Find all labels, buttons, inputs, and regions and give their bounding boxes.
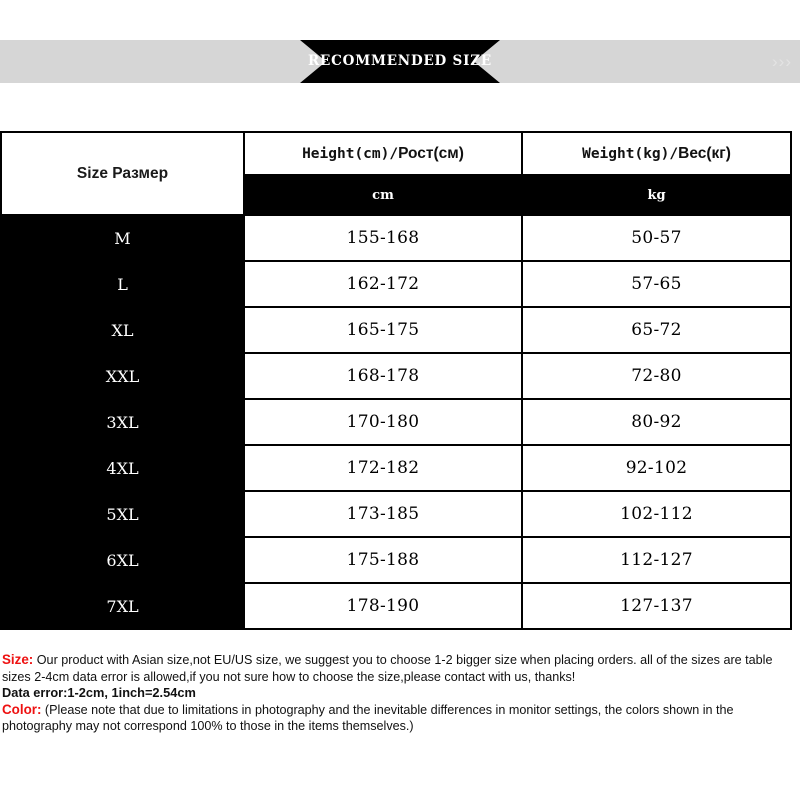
cell-size: L <box>1 261 244 307</box>
cell-size: 4XL <box>1 445 244 491</box>
cell-height: 173-185 <box>244 491 522 537</box>
cell-height: 165-175 <box>244 307 522 353</box>
size-chart-table-container <box>0 131 792 630</box>
cell-size: 3XL <box>1 399 244 445</box>
cell-height: 162-172 <box>244 261 522 307</box>
cell-weight: 92-102 <box>522 445 791 491</box>
cell-weight: 50-57 <box>522 215 791 261</box>
note-size-text: Our product with Asian size,not EU/US size, we suggest you to choose 1-2 bigger size when placing orders. all of the sizes are table sizes 2-4cm data error is allowed,if you not sure how to choose the size,please contact with us, thanks! <box>2 653 773 684</box>
table-row <box>1 307 791 353</box>
table-row <box>1 537 791 583</box>
table-body <box>1 215 791 629</box>
header-row-main <box>1 132 791 175</box>
table-row <box>1 353 791 399</box>
table-header <box>1 132 791 215</box>
table-row <box>1 215 791 261</box>
footer-notes <box>2 652 792 735</box>
note-size <box>2 652 792 685</box>
note-color-text: (Please note that due to limitations in photography and the inevitable differences in monitor settings, the colors shown in the photography may not correspond 100% to those in the items themselves.) <box>2 702 734 733</box>
note-color <box>2 702 792 735</box>
recommended-size-banner <box>0 40 800 83</box>
cell-size: XXL <box>1 353 244 399</box>
cell-weight: 65-72 <box>522 307 791 353</box>
column-header-weight-cyrillic: Вес(кг) <box>678 145 731 162</box>
column-unit-weight: kg <box>522 175 791 215</box>
column-header-weight-latin: Weight(kg)/ <box>582 146 679 162</box>
cell-weight: 102-112 <box>522 491 791 537</box>
banner-title: RECOMMENDED SIZE <box>308 53 492 69</box>
cell-weight: 112-127 <box>522 537 791 583</box>
column-header-height-latin: Height(cm)/ <box>302 146 399 162</box>
cell-size: 6XL <box>1 537 244 583</box>
note-data-error: Data error:1-2cm, 1inch=2.54cm <box>2 685 196 700</box>
column-header-height <box>244 132 522 175</box>
cell-size: M <box>1 215 244 261</box>
cell-height: 178-190 <box>244 583 522 629</box>
table-row <box>1 491 791 537</box>
cell-size: XL <box>1 307 244 353</box>
cell-height: 175-188 <box>244 537 522 583</box>
table-row <box>1 261 791 307</box>
cell-height: 168-178 <box>244 353 522 399</box>
cell-weight: 57-65 <box>522 261 791 307</box>
note-color-label: Color: <box>2 701 42 717</box>
size-chart-table <box>0 131 792 630</box>
cell-size: 5XL <box>1 491 244 537</box>
note-size-label: Size: <box>2 652 34 667</box>
cell-weight: 127-137 <box>522 583 791 629</box>
cell-weight: 80-92 <box>522 399 791 445</box>
table-row <box>1 583 791 629</box>
chevron-right-icon: ››› <box>772 52 792 71</box>
cell-size: 7XL <box>1 583 244 629</box>
column-header-size: Size Размер <box>1 132 244 215</box>
column-unit-height: cm <box>244 175 522 215</box>
cell-height: 170-180 <box>244 399 522 445</box>
column-header-height-cyrillic: Рост(см) <box>398 145 464 162</box>
table-row <box>1 399 791 445</box>
table-row <box>1 445 791 491</box>
cell-height: 172-182 <box>244 445 522 491</box>
cell-height: 155-168 <box>244 215 522 261</box>
cell-weight: 72-80 <box>522 353 791 399</box>
column-header-weight <box>522 132 791 175</box>
